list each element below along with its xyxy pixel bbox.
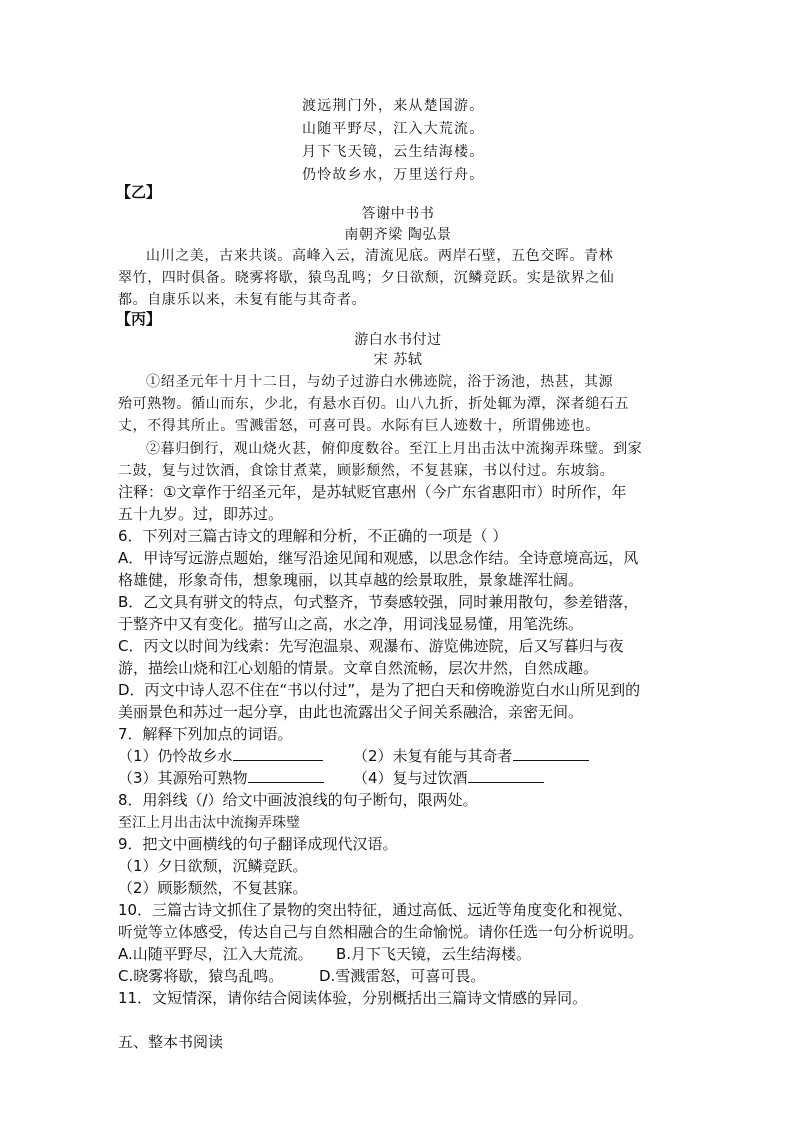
bing-body-line-2: 殆可熟物。循山而东，少北，有悬水百仞。山八九折，折处辄为潭，深者缒石五 bbox=[118, 396, 629, 412]
answer-blank[interactable] bbox=[513, 746, 589, 761]
question-9: 9．把文中画横线的句子翻译成现代汉语。 bbox=[118, 835, 398, 853]
q6-option-line-5: C．丙文以时间为线索：先写泡温泉、观瀑布、游览佛迹院，后又写暮归与夜 bbox=[118, 637, 624, 655]
q10-option-c: C.晓雾将歇，猿鸟乱鸣。 bbox=[118, 967, 284, 985]
yi-body-line-2: 翠竹，四时俱备。晓雾将歇，猿鸟乱鸣；夕日欲颓，沉鳞竞跃。实是欲界之仙 bbox=[118, 270, 615, 286]
q7-item-2-text: （2）未复有能与其奇者 bbox=[353, 747, 513, 765]
bing-body-line-4: ②暮归倒行，观山烧火甚，俯仰度数谷。至江上月出击汰中流掬弄珠璧。到家 bbox=[146, 441, 643, 457]
q6-option-line-2: 格雄健，形象奇伟，想象瑰丽，以其卓越的绘景取胜，景象雄浑壮阔。 bbox=[118, 571, 584, 589]
q10-option-a: A.山随平野尽，江入大荒流。 bbox=[118, 945, 313, 963]
q6-option-line-7: D．丙文中诗人忍不住在“书以付过”，是为了把白天和傍晚游览白水山所见到的 bbox=[118, 681, 641, 699]
q6-option-line-3: B．乙文具有骈文的特点，句式整齐，节奏感较强，同时兼用散句，参差错落， bbox=[118, 593, 639, 611]
answer-blank[interactable] bbox=[248, 768, 324, 783]
q6-option-line-6: 游，描绘山烧和江心划船的情景。文章自然流畅，层次井然，自然成趣。 bbox=[118, 659, 599, 677]
question-8: 8．用斜线（/）给文中画波浪线的句子断句，限两处。 bbox=[118, 791, 478, 809]
bing-body-line-1: ①绍圣元年十月十二日，与幼子过游白水佛迹院，浴于汤池，热甚，其源 bbox=[146, 374, 614, 390]
q7-item-4 bbox=[353, 767, 544, 788]
section-label-bing: 【丙】 bbox=[116, 310, 162, 328]
q7-item-3-text: （3）其源殆可熟物 bbox=[118, 769, 248, 787]
q7-item-1 bbox=[118, 745, 323, 766]
poem-line-2: 山随平野尽，江入大荒流。 bbox=[302, 121, 485, 137]
bing-body-line-5: 二鼓，复与过饮酒，食馀甘煮菜，顾影颓然，不复甚寐，书以付过。东坡翁。 bbox=[118, 463, 615, 479]
bing-note-line-1: 注释：①文章作于绍圣元年，是苏轼贬官惠州（今广东省惠阳市）时所作，年 bbox=[118, 483, 627, 501]
question-6: 6．下列对三篇古诗文的理解和分析，不正确的一项是（ ） bbox=[118, 527, 508, 545]
q10-option-d: D.雪溅雷怒，可喜可畏。 bbox=[319, 967, 486, 985]
answer-blank[interactable] bbox=[233, 746, 323, 761]
q7-item-4-text: （4）复与过饮酒 bbox=[353, 769, 468, 787]
q7-item-1-text: （1）仍怜故乡水 bbox=[118, 747, 233, 765]
bing-note-line-2: 五十九岁。过，即苏过。 bbox=[118, 505, 284, 523]
bing-body-line-3: 丈，不得其所止。雪溅雷怒，可喜可畏。水际有巨人迹数十，所谓佛迹也。 bbox=[118, 418, 600, 434]
question-10-line-1: 10．三篇古诗文抓住了景物的突出特征，通过高低、远近等角度变化和视觉、 bbox=[118, 901, 633, 919]
question-7: 7．解释下列加点的词语。 bbox=[118, 725, 293, 743]
yi-author: 南朝齐梁 陶弘景 bbox=[344, 227, 452, 243]
section-label-yi: 【乙】 bbox=[116, 183, 162, 201]
q10-option-b: B.月下飞天镜，云生结海楼。 bbox=[336, 945, 532, 963]
poem-line-1: 渡远荆门外，来从楚国游。 bbox=[302, 98, 485, 114]
q6-option-line-1: A．甲诗写远游点题始，继写沿途见闻和观感，以思念作结。全诗意境高远，风 bbox=[118, 549, 639, 567]
q7-item-2 bbox=[353, 745, 589, 766]
q6-option-line-4: 于整齐中又有变化。描写山之高，水之净，用词浅显易懂，用笔洗练。 bbox=[118, 615, 584, 633]
bing-author: 宋 苏轼 bbox=[373, 352, 423, 368]
bing-title: 游白水书付过 bbox=[354, 332, 442, 348]
answer-blank[interactable] bbox=[468, 768, 544, 783]
poem-line-3: 月下飞天镜，云生结海楼。 bbox=[302, 144, 485, 160]
yi-body-line-1: 山川之美，古来共谈。高峰入云，清流见底。两岸石壁，五色交晖。青林 bbox=[146, 248, 614, 264]
yi-body-line-3: 都。自康乐以来，未复有能与其奇者。 bbox=[118, 292, 367, 308]
poem-line-4: 仍怜故乡水，万里送行舟。 bbox=[302, 167, 485, 183]
section-heading-five: 五、整本书阅读 bbox=[118, 1033, 224, 1051]
yi-title: 答谢中书书 bbox=[361, 206, 435, 222]
q9-item-1: （1）夕日欲颓，沉鳞竞跃。 bbox=[118, 857, 308, 875]
q7-item-3 bbox=[118, 767, 324, 788]
question-11: 11．文短情深，请你结合阅读体验，分别概括出三篇诗文情感的异同。 bbox=[118, 989, 588, 1007]
question-10-line-2: 听觉等立体感受，传达自己与自然相融合的生命愉悦。请你任选一句分析说明。 bbox=[118, 923, 644, 941]
q9-item-2: （2）顾影颓然，不复甚寐。 bbox=[118, 879, 308, 897]
q8-sentence: 至江上月出击汰中流掬弄珠璧 bbox=[118, 815, 300, 831]
q6-option-line-8: 美丽景色和苏过一起分享，由此也流露出父子间关系融洽，亲密无间。 bbox=[118, 703, 584, 721]
